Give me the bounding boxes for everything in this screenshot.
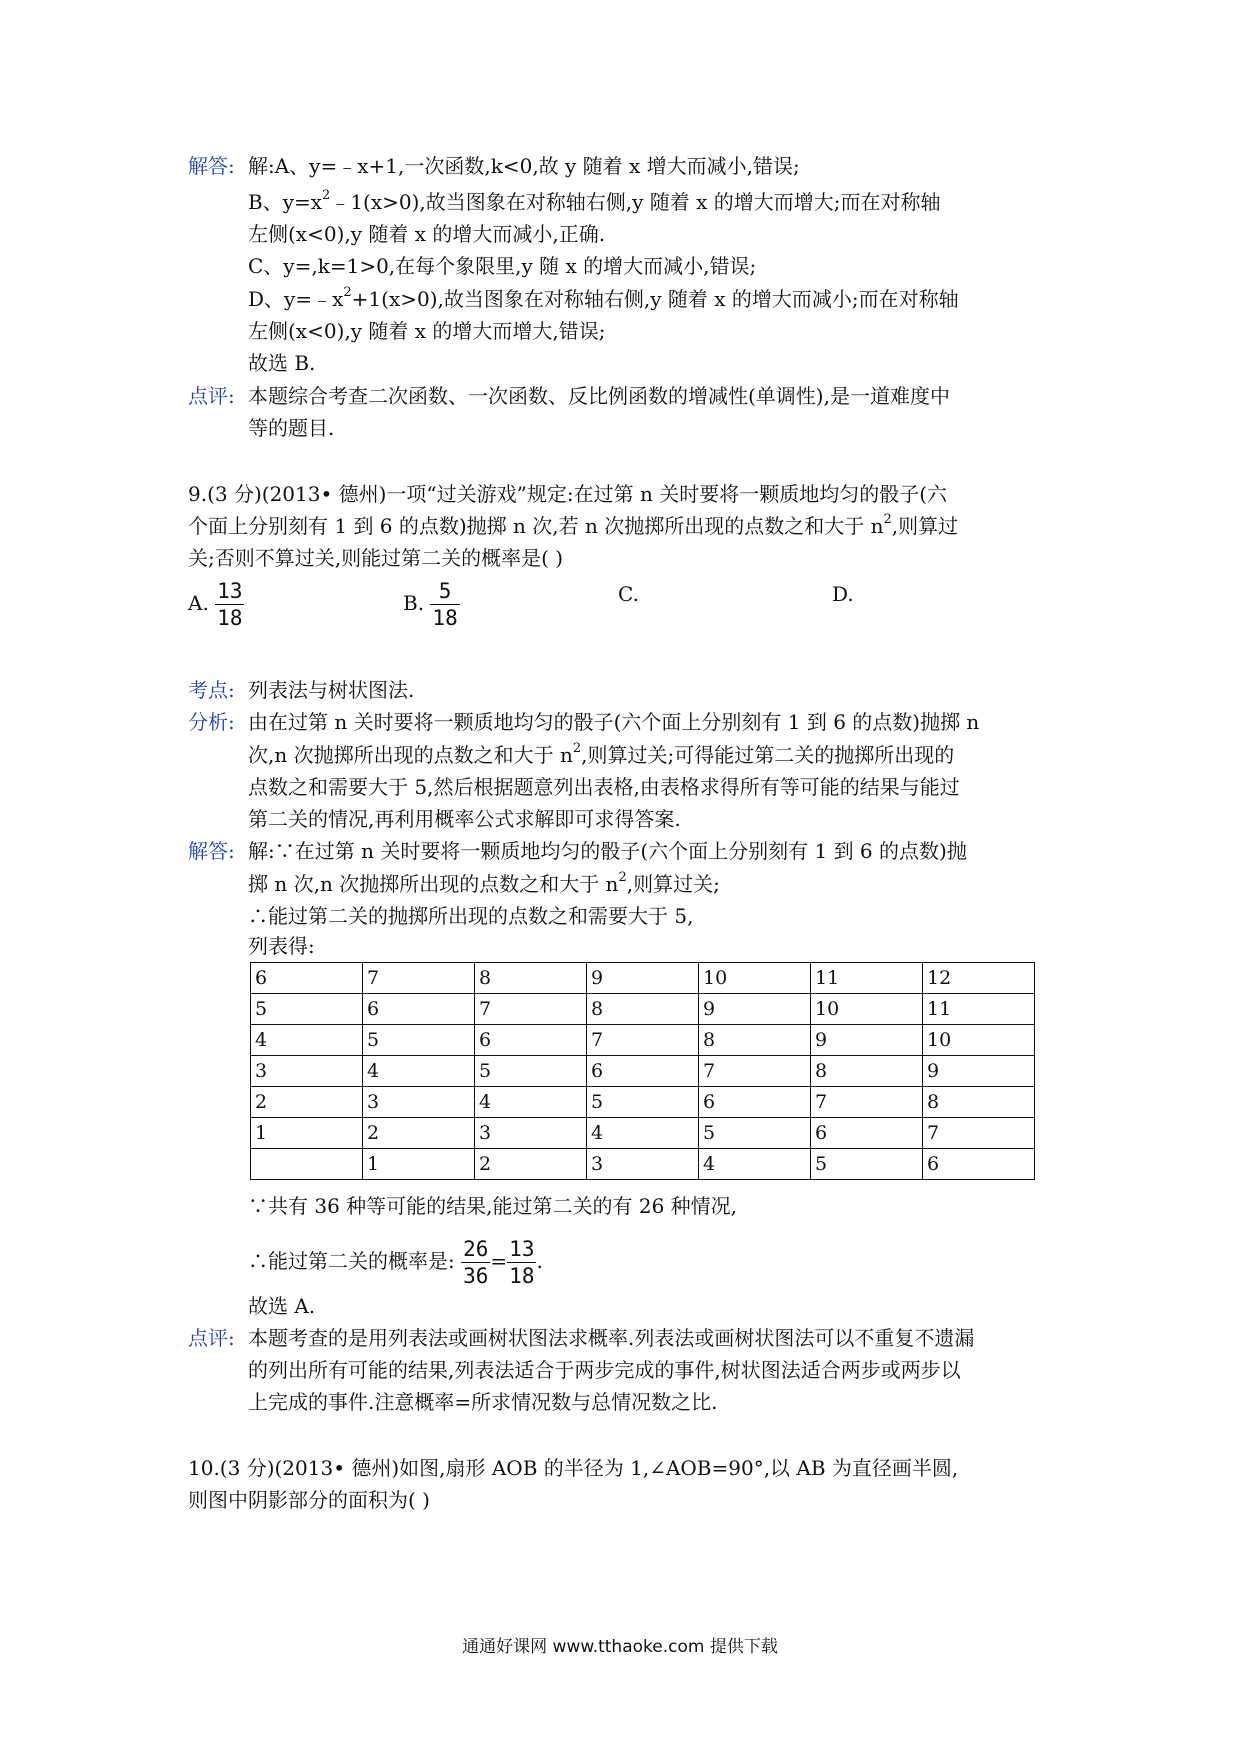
- table-cell: 8: [587, 994, 699, 1025]
- table-cell: 6: [699, 1087, 811, 1118]
- q9-comment-line-1: 本题考查的是用列表法或画树状图法求概率.列表法或画树状图法可以不重复不遗漏: [248, 1326, 975, 1350]
- table-cell: 7: [699, 1056, 811, 1087]
- table-cell: 8: [475, 963, 587, 994]
- table-row: [251, 1149, 1035, 1180]
- table-cell: 12: [923, 963, 1035, 994]
- q8-answer-line-6: 左侧(x<0),y 随着 x 的增大而增大,错误;: [248, 319, 606, 343]
- q8-answer-line-5: D、$y=﹣x^2+1(x>0)$,故当图象在对称轴右侧,y 随着 x 的增大而减小;而在对称轴: [248, 285, 959, 311]
- probability-fraction-2: $\frac{13}{18}$: [509, 1237, 535, 1288]
- table-row: [251, 1118, 1035, 1149]
- table-cell: 2: [363, 1118, 475, 1149]
- table-cell: 8: [811, 1056, 923, 1087]
- table-cell: 6: [587, 1056, 699, 1087]
- table-cell: 3: [363, 1087, 475, 1118]
- table-cell: 5: [251, 994, 363, 1025]
- table-cell: 3: [251, 1056, 363, 1087]
- q9-option-c: C.: [618, 582, 639, 606]
- q9-analysis-line-3: 点数之和需要大于 5,然后根据题意列出表格,由表格求得所有等可能的结果与能过: [248, 775, 960, 799]
- q8-answer-line-7: 故选 B.: [248, 351, 316, 375]
- table-cell: 7: [475, 994, 587, 1025]
- table-cell: 8: [699, 1025, 811, 1056]
- table-cell: 5: [811, 1149, 923, 1180]
- q9-option-b-fraction: $\frac{5}{18}$: [432, 579, 458, 630]
- table-cell: 5: [475, 1056, 587, 1087]
- q9-comment-line-2: 的列出所有可能的结果,列表法适合于两步完成的事件,树状图法适合两步或两步以: [248, 1358, 961, 1382]
- q9-answer-line-5: ∵共有 36 种等可能的结果,能过第二关的有 26 种情况,: [248, 1194, 738, 1218]
- q9-option-a-fraction: $\frac{13}{18}$: [217, 579, 243, 630]
- table-row: [251, 994, 1035, 1025]
- q9-answer-line-2: 掷 n 次,n 次抛掷所出现的点数之和大于 $n^2$,则算过关;: [248, 870, 720, 896]
- dice-sum-table: [250, 962, 1035, 1180]
- table-row: [251, 1056, 1035, 1087]
- q9-answer-line-4: 列表得:: [248, 934, 315, 958]
- q9-comment-line-3: 上完成的事件.注意概率=所求情况数与总情况数之比.: [248, 1390, 718, 1414]
- table-cell: 3: [475, 1118, 587, 1149]
- q8-comment-line-1: 本题综合考查二次函数、一次函数、反比例函数的增减性(单调性),是一道难度中: [248, 384, 950, 408]
- table-cell: 6: [251, 963, 363, 994]
- q9-analysis-label: 分析:: [188, 710, 235, 734]
- q9-analysis-line-2: 次,n 次抛掷所出现的点数之和大于 $n^2$,则算过关;可得能过第二关的抛掷所出现的: [248, 741, 955, 767]
- table-cell: 4: [363, 1056, 475, 1087]
- table-cell: 4: [699, 1149, 811, 1180]
- table-cell: 4: [475, 1087, 587, 1118]
- table-cell: 3: [587, 1149, 699, 1180]
- table-cell: 6: [363, 994, 475, 1025]
- table-cell: 10: [923, 1025, 1035, 1056]
- table-cell: 9: [587, 963, 699, 994]
- q8-comment-line-2: 等的题目.: [248, 416, 335, 440]
- table-cell: 7: [363, 963, 475, 994]
- q9-answer-line-1: 解:∵在过第 n 关时要将一颗质地均匀的骰子(六个面上分别刻有 1 到 6 的点数)抛: [248, 839, 967, 863]
- table-cell: 11: [923, 994, 1035, 1025]
- q9-option-d: D.: [832, 582, 854, 606]
- q9-answer-line-3: ∴能过第二关的抛掷所出现的点数之和需要大于 5,: [248, 904, 694, 928]
- q9-stem-line-3: 关;否则不算过关,则能过第二关的概率是( ): [188, 546, 564, 570]
- table-cell: 4: [251, 1025, 363, 1056]
- q8-answer-line-1: 解:A、y=﹣x+1,一次函数,k<0,故 y 随着 x 增大而减小,错误;: [248, 154, 800, 178]
- q9-point-text: 列表法与树状图法.: [248, 678, 415, 702]
- table-cell: 6: [923, 1149, 1035, 1180]
- table-cell: 5: [587, 1087, 699, 1118]
- q9-stem-line-1: 9.(3 分)(2013• 德州)一项“过关游戏”规定:在过第 n 关时要将一颗质地均匀的骰子(六: [188, 482, 948, 506]
- q9-point-label: 考点:: [188, 678, 235, 702]
- table-cell: 5: [363, 1025, 475, 1056]
- table-cell: 8: [923, 1087, 1035, 1118]
- table-cell: 1: [251, 1118, 363, 1149]
- table-row: [251, 1087, 1035, 1118]
- table-cell: 6: [475, 1025, 587, 1056]
- q9-option-a: A. $\frac{13}{18}$: [188, 579, 243, 630]
- q8-answer-line-4: C、y=,k=1>0,在每个象限里,y 随 x 的增大而减小,错误;: [248, 254, 757, 278]
- q8-answer-line-3: 左侧(x<0),y 随着 x 的增大而减小,正确.: [248, 222, 606, 246]
- q9-analysis-line-1: 由在过第 n 关时要将一颗质地均匀的骰子(六个面上分别刻有 1 到 6 的点数)抛掷 n: [248, 710, 980, 734]
- table-cell: 1: [363, 1149, 475, 1180]
- table-cell: 10: [811, 994, 923, 1025]
- q10-stem-line-2: 则图中阴影部分的面积为( ): [188, 1488, 430, 1512]
- table-row: [251, 1025, 1035, 1056]
- table-cell: 7: [811, 1087, 923, 1118]
- table-cell: 9: [811, 1025, 923, 1056]
- q8-answer-label: 解答:: [188, 154, 235, 178]
- q9-answer-line-6: ∴能过第二关的概率是: $\frac{26}{36}$ = $\frac{13}{18}$ .: [248, 1237, 543, 1288]
- q9-stem-line-2: 个面上分别刻有 1 到 6 的点数)抛掷 n 次,若 n 次抛掷所出现的点数之和大于 $n^2$,则算过: [188, 512, 959, 538]
- table-cell: 10: [699, 963, 811, 994]
- page-footer: 通通好课网 www.tthaoke.com 提供下载: [462, 1637, 778, 1657]
- table-cell: 7: [923, 1118, 1035, 1149]
- table-cell: 9: [923, 1056, 1035, 1087]
- table-cell: 6: [811, 1118, 923, 1149]
- table-cell: 4: [587, 1118, 699, 1149]
- table-cell: 7: [587, 1025, 699, 1056]
- q9-answer-line-7: 故选 A.: [248, 1294, 316, 1318]
- q9-analysis-line-4: 第二关的情况,再利用概率公式求解即可求得答案.: [248, 807, 681, 831]
- probability-fraction-1: $\frac{26}{36}$: [463, 1237, 489, 1288]
- q10-stem-line-1: 10.(3 分)(2013• 德州)如图,扇形 AOB 的半径为 1,∠AOB=90°,以 AB 为直径画半圆,: [188, 1456, 959, 1480]
- table-row: [251, 963, 1035, 994]
- table-cell: 5: [699, 1118, 811, 1149]
- table-cell: 2: [475, 1149, 587, 1180]
- q9-answer-label: 解答:: [188, 839, 235, 863]
- table-cell: 11: [811, 963, 923, 994]
- table-cell: 2: [251, 1087, 363, 1118]
- q9-option-b: B. $\frac{5}{18}$: [403, 579, 458, 630]
- q8-comment-label: 点评:: [188, 384, 235, 408]
- table-cell: [251, 1149, 363, 1180]
- q9-comment-label: 点评:: [188, 1326, 235, 1350]
- q8-answer-line-2: B、$y=x^2﹣1(x>0)$,故当图象在对称轴右侧,y 随着 x 的增大而增大;而在对称轴: [248, 188, 941, 214]
- table-cell: 9: [699, 994, 811, 1025]
